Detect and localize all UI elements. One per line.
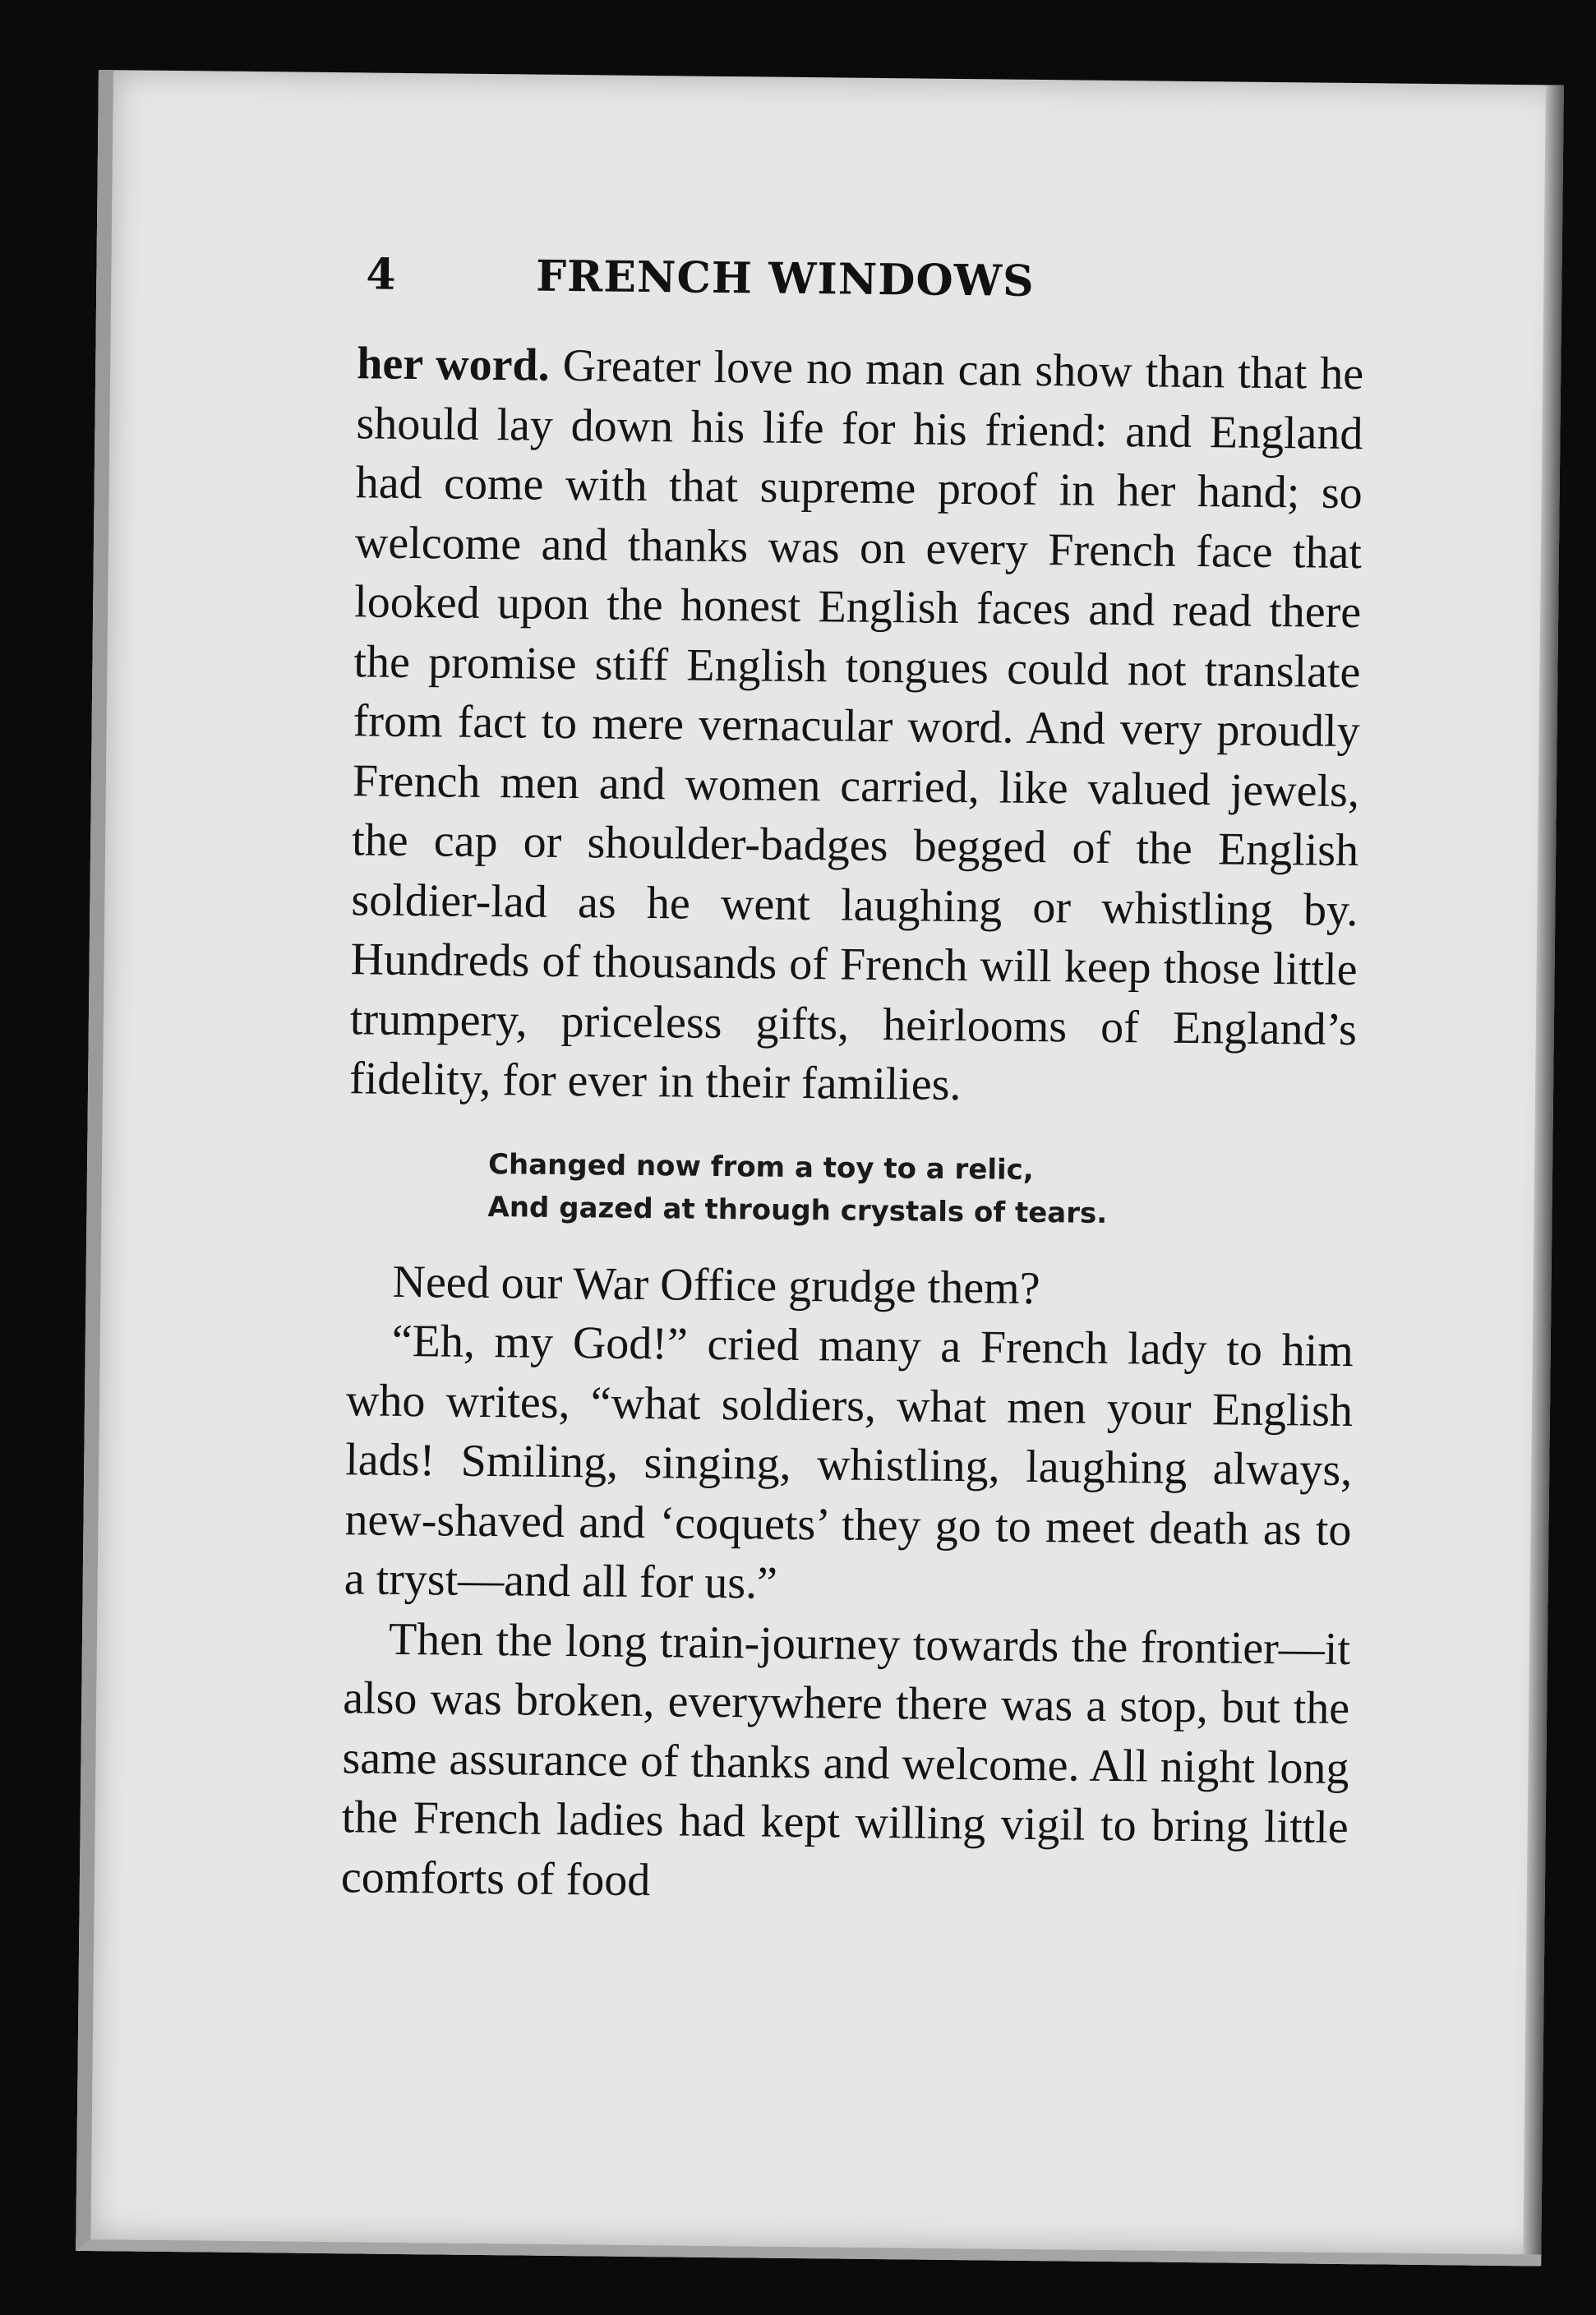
quote-line: Changed now from a toy to a relic, (487, 1147, 1034, 1187)
page-number: 4 (366, 249, 396, 300)
paragraph-lead: her word. (356, 338, 550, 391)
quote-line: And gazed at through crystals of tears. (487, 1190, 1108, 1230)
paragraph-text: Greater love no man can show than that he should lay down his life for his friend: and England had come with that supreme proof in her hand; so welcome and thanks was on every French face that looked upon the honest English faces and read there the promise stiff English tongues could not translate from fact to mere vernacular word. And very proudly French men and women carried, like valued jewels, the cap or shoulder-badges begged of the English soldier-lad as he went laughing or whistling by. Hundreds of thousands of French will keep those little trumpery, priceless gifts, heirlooms of England’s fidelity, for ever in their families. (348, 339, 1364, 1111)
verse-quote (487, 1143, 1355, 1238)
paragraph: “Eh, my God!” cried many a French lady to him who writes, “what soldiers, what men your English lads! Smiling, singing, whistling, laughing always, new-shaved and ‘coquets’ they go to meet death as to a tryst—and all for us.” (344, 1315, 1354, 1609)
book-page (76, 70, 1564, 2267)
body-text (341, 334, 1364, 1917)
paragraph: Then the long train-journey towards the frontier—it also was broken, everywhere there was a stop, but the same assurance of thanks and welcome. All night long the French ladies had kept willing vigil to bring little comforts of food (340, 1613, 1351, 1906)
paragraph (349, 334, 1364, 1118)
running-title: FRENCH WINDOWS (535, 251, 1035, 307)
page-header (366, 249, 1205, 324)
page-edge (1523, 85, 1564, 2254)
paragraph: Need our War Office grudge them? (392, 1256, 1040, 1314)
